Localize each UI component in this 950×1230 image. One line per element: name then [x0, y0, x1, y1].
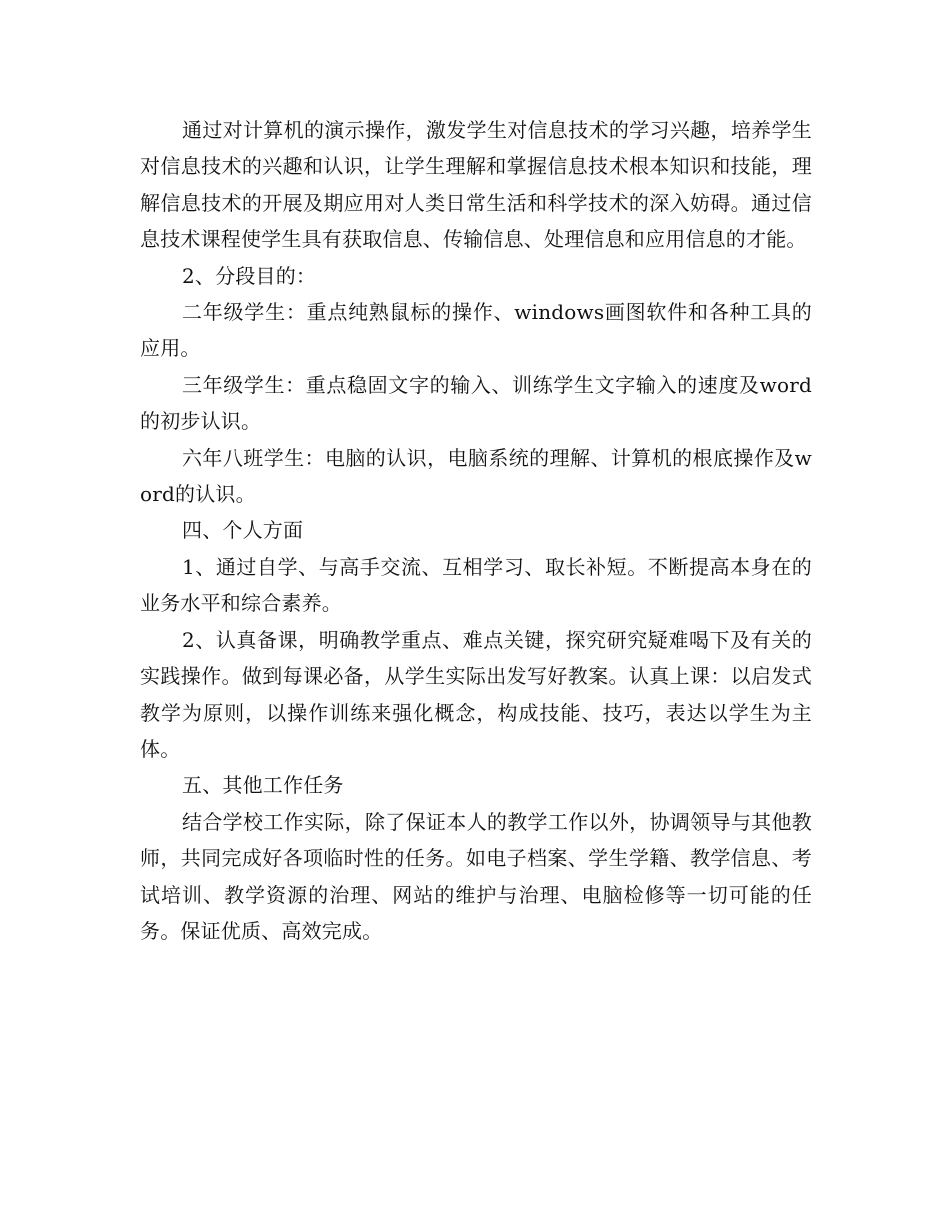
document-body	[140, 112, 812, 949]
paragraph-other-tasks: 结合学校工作实际，除了保证本人的教学工作以外，协调领导与其他教师，共同完成好各项临时性的任务。如电子档案、学生学籍、教学信息、考试培训、教学资源的治理、网站的维护与治理、电脑检修等一切可能的任务。保证优质、高效完成。	[140, 809, 812, 943]
paragraph-personal-study: 1、通过自学、与高手交流、互相学习、取长补短。不断提高本身在的业务水平和综合素养。	[140, 554, 812, 616]
paragraph-grade-two: 二年级学生：重点纯熟鼠标的操作、windows画图软件和各种工具的应用。	[140, 300, 812, 361]
paragraph-grade-three: 三年级学生：重点稳固文字的输入、训练学生文字输入的速度及word的初步认识。	[140, 372, 812, 434]
section-heading-personal: 四、个人方面	[182, 518, 304, 543]
paragraph-stage-goals-heading: 2、分段目的：	[182, 263, 317, 288]
section-heading-other-tasks: 五、其他工作任务	[182, 773, 344, 798]
paragraph-lesson-preparation: 2、认真备课，明确教学重点、难点关键，探究研究疑难喝下及有关的实践操作。做到每课必备，从学生实际出发写好教案。认真上课：以启发式教学为原则，以操作训练来强化概念，构成技能、技巧，表达以学生为主体。	[140, 627, 812, 761]
paragraph-goal-overview: 通过对计算机的演示操作，激发学生对信息技术的学习兴趣，培养学生对信息技术的兴趣和认识，让学生理解和掌握信息技术根本知识和技能，理解信息技术的开展及期应用对人类日常生活和科学技术的深入妨碍。通过信息技术课程使学生具有获取信息、传输信息、处理信息和应用信息的才能。	[140, 118, 812, 252]
paragraph-grade-six-class-eight: 六年八班学生：电脑的认识，电脑系统的理解、计算机的根底操作及word的认识。	[140, 445, 812, 507]
